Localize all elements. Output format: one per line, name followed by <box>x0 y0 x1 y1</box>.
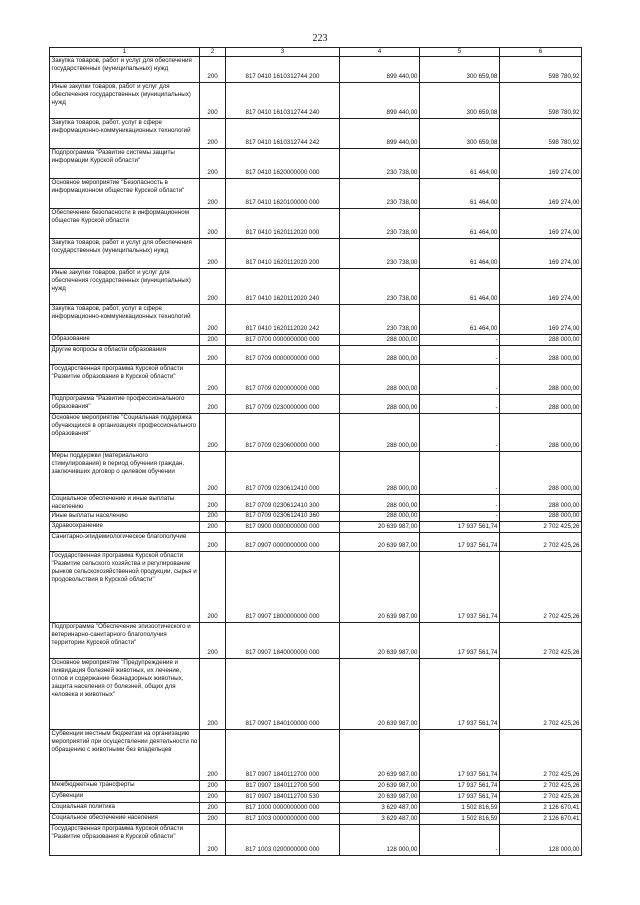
row-name-cell: Меры поддержки (материального стимулирования) в период обучения граждан, заключивших договор о целевом обучении <box>50 452 200 495</box>
row-approved-cell: 20 639 987,00 <box>340 552 420 623</box>
row-name-cell: Основное мероприятие "Предупреждение и ликвидация болезней животных, их лечение, отлов и содержание безнадзорных животных, защита населения от болезней, общих для человека и животных" <box>50 659 200 730</box>
row-line-code-cell: 200 <box>200 83 226 119</box>
row-unexecuted-cell: 288 000,00 <box>500 346 582 365</box>
row-line-code-cell: 200 <box>200 533 226 552</box>
row-name-cell: Подпрограмма "Развитие системы защиты информации Курской области" <box>50 149 200 179</box>
row-name-cell: Межбюджетные трансферты <box>50 781 200 792</box>
table-row <box>50 119 582 149</box>
table-row <box>50 305 582 335</box>
table-row <box>50 522 582 533</box>
table-row <box>50 495 582 512</box>
row-approved-cell: 899 440,00 <box>340 119 420 149</box>
row-executed-cell: 61 464,00 <box>420 209 500 239</box>
row-approved-cell: 20 639 987,00 <box>340 522 420 533</box>
column-header: 5 <box>420 48 500 57</box>
row-approved-cell: 899 440,00 <box>340 57 420 83</box>
row-executed-cell: - <box>420 365 500 395</box>
row-approved-cell: 20 639 987,00 <box>340 623 420 659</box>
row-name-cell: Иные выплаты населению <box>50 512 200 522</box>
table-row <box>50 179 582 209</box>
row-budget-code-cell: 817 0700 0000000000 000 <box>226 335 340 346</box>
row-unexecuted-cell: 288 000,00 <box>500 512 582 522</box>
row-unexecuted-cell: 2 702 425,26 <box>500 623 582 659</box>
row-approved-cell: 230 738,00 <box>340 179 420 209</box>
row-approved-cell: 899 440,00 <box>340 83 420 119</box>
row-name-cell: Образование <box>50 335 200 346</box>
row-budget-code-cell: 817 0709 0000000000 000 <box>226 346 340 365</box>
row-line-code-cell: 200 <box>200 346 226 365</box>
row-line-code-cell: 200 <box>200 814 226 825</box>
row-unexecuted-cell: 288 000,00 <box>500 452 582 495</box>
row-executed-cell: 17 937 561,74 <box>420 533 500 552</box>
row-name-cell: Другие вопросы в области образования <box>50 346 200 365</box>
row-line-code-cell: 200 <box>200 269 226 305</box>
table-row <box>50 209 582 239</box>
row-name-cell: Обеспечение безопасности в информационном обществе Курской области <box>50 209 200 239</box>
table-row <box>50 452 582 495</box>
row-executed-cell: 61 464,00 <box>420 149 500 179</box>
row-line-code-cell: 200 <box>200 119 226 149</box>
row-budget-code-cell: 817 0907 1800000000 000 <box>226 552 340 623</box>
row-line-code-cell: 200 <box>200 239 226 269</box>
row-executed-cell: 17 937 561,74 <box>420 659 500 730</box>
row-budget-code-cell: 817 0907 1840000000 000 <box>226 623 340 659</box>
table-row <box>50 83 582 119</box>
row-line-code-cell: 200 <box>200 552 226 623</box>
row-executed-cell: 300 659,08 <box>420 119 500 149</box>
row-unexecuted-cell: 2 702 425,26 <box>500 522 582 533</box>
row-budget-code-cell: 817 0410 1620100000 000 <box>226 179 340 209</box>
row-approved-cell: 20 639 987,00 <box>340 730 420 781</box>
row-line-code-cell: 200 <box>200 395 226 414</box>
row-name-cell: Подпрограмма "Развитие профессионального образования" <box>50 395 200 414</box>
table-row <box>50 803 582 814</box>
row-line-code-cell: 200 <box>200 803 226 814</box>
row-approved-cell: 128 000,00 <box>340 825 420 856</box>
table-row <box>50 552 582 623</box>
row-name-cell: Основное мероприятие "Безопасность в информационном обществе Курской области" <box>50 179 200 209</box>
row-name-cell: Закупка товаров, работ и услуг для обеспечения государственных (муниципальных) нужд <box>50 57 200 83</box>
row-unexecuted-cell: 598 780,92 <box>500 119 582 149</box>
row-line-code-cell: 200 <box>200 792 226 803</box>
row-line-code-cell: 200 <box>200 149 226 179</box>
table-row <box>50 814 582 825</box>
row-approved-cell: 20 639 987,00 <box>340 659 420 730</box>
row-name-cell: Социальное обеспечение и иные выплаты населению <box>50 495 200 512</box>
row-line-code-cell: 200 <box>200 825 226 856</box>
row-approved-cell: 288 000,00 <box>340 452 420 495</box>
row-approved-cell: 288 000,00 <box>340 335 420 346</box>
row-budget-code-cell: 817 0709 0230612410 360 <box>226 512 340 522</box>
row-name-cell: Иные закупки товаров, работ и услуг для обеспечения государственных (муниципальных) нужд <box>50 83 200 119</box>
row-name-cell: Субвенции местным бюджетам на организацию мероприятий при осуществлении деятельности по обращению с животными без владельцев <box>50 730 200 781</box>
row-unexecuted-cell: 288 000,00 <box>500 395 582 414</box>
row-unexecuted-cell: 598 780,92 <box>500 57 582 83</box>
row-budget-code-cell: 817 1003 0000000000 000 <box>226 814 340 825</box>
row-approved-cell: 288 000,00 <box>340 414 420 452</box>
table-row <box>50 335 582 346</box>
row-name-cell: Здравоохранение <box>50 522 200 533</box>
row-unexecuted-cell: 288 000,00 <box>500 335 582 346</box>
column-header: 3 <box>226 48 340 57</box>
row-executed-cell: - <box>420 346 500 365</box>
row-budget-code-cell: 817 0410 1610312744 240 <box>226 83 340 119</box>
row-executed-cell: 1 502 816,59 <box>420 803 500 814</box>
row-unexecuted-cell: 169 274,00 <box>500 209 582 239</box>
table-row <box>50 825 582 856</box>
row-approved-cell: 288 000,00 <box>340 365 420 395</box>
row-unexecuted-cell: 288 000,00 <box>500 495 582 512</box>
row-executed-cell: 17 937 561,74 <box>420 522 500 533</box>
row-budget-code-cell: 817 0907 1840100000 000 <box>226 659 340 730</box>
row-name-cell: Государственная программа Курской области "Развитие образования в Курской области" <box>50 825 200 856</box>
table-row <box>50 623 582 659</box>
row-approved-cell: 288 000,00 <box>340 512 420 522</box>
row-executed-cell: - <box>420 495 500 512</box>
row-unexecuted-cell: 169 274,00 <box>500 239 582 269</box>
row-approved-cell: 3 629 487,00 <box>340 814 420 825</box>
row-executed-cell: 61 464,00 <box>420 269 500 305</box>
table-row <box>50 346 582 365</box>
row-approved-cell: 230 738,00 <box>340 269 420 305</box>
table-row <box>50 730 582 781</box>
row-approved-cell: 3 629 487,00 <box>340 803 420 814</box>
column-header: 2 <box>200 48 226 57</box>
row-line-code-cell: 200 <box>200 781 226 792</box>
row-unexecuted-cell: 2 702 425,26 <box>500 659 582 730</box>
row-approved-cell: 20 639 987,00 <box>340 533 420 552</box>
row-name-cell: Закупка товаров, работ и услуг для обеспечения государственных (муниципальных) нужд <box>50 239 200 269</box>
row-executed-cell: - <box>420 825 500 856</box>
table-row <box>50 395 582 414</box>
row-unexecuted-cell: 169 274,00 <box>500 179 582 209</box>
row-name-cell: Закупка товаров, работ, услуг в сфере информационно-коммуникационных технологий <box>50 305 200 335</box>
row-unexecuted-cell: 2 126 670,41 <box>500 814 582 825</box>
row-approved-cell: 230 738,00 <box>340 239 420 269</box>
row-unexecuted-cell: 288 000,00 <box>500 365 582 395</box>
row-executed-cell: 17 937 561,74 <box>420 730 500 781</box>
row-budget-code-cell: 817 0410 1620000000 000 <box>226 149 340 179</box>
row-name-cell: Санитарно-эпидемиологическое благополучие <box>50 533 200 552</box>
row-executed-cell: 61 464,00 <box>420 179 500 209</box>
row-approved-cell: 288 000,00 <box>340 495 420 512</box>
row-executed-cell: - <box>420 414 500 452</box>
row-budget-code-cell: 817 0907 0000000000 000 <box>226 533 340 552</box>
row-line-code-cell: 200 <box>200 57 226 83</box>
row-line-code-cell: 200 <box>200 414 226 452</box>
row-executed-cell: 17 937 561,74 <box>420 781 500 792</box>
row-unexecuted-cell: 2 702 425,26 <box>500 552 582 623</box>
row-line-code-cell: 200 <box>200 365 226 395</box>
row-approved-cell: 20 639 987,00 <box>340 792 420 803</box>
row-executed-cell: 300 659,08 <box>420 83 500 119</box>
column-header: 1 <box>50 48 200 57</box>
row-executed-cell: - <box>420 395 500 414</box>
row-name-cell: Субвенции <box>50 792 200 803</box>
page-number: 223 <box>312 33 328 44</box>
row-budget-code-cell: 817 0410 1620112020 200 <box>226 239 340 269</box>
row-budget-code-cell: 817 0410 1620112020 242 <box>226 305 340 335</box>
table-row <box>50 269 582 305</box>
row-name-cell: Иные закупки товаров, работ и услуг для обеспечения государственных (муниципальных) нужд <box>50 269 200 305</box>
row-unexecuted-cell: 2 702 425,26 <box>500 781 582 792</box>
row-executed-cell: 17 937 561,74 <box>420 552 500 623</box>
row-budget-code-cell: 817 0709 0230600000 000 <box>226 414 340 452</box>
budget-table <box>49 47 582 856</box>
row-budget-code-cell: 817 0410 1620112020 000 <box>226 209 340 239</box>
row-budget-code-cell: 817 0709 0200000000 000 <box>226 365 340 395</box>
row-approved-cell: 230 738,00 <box>340 209 420 239</box>
row-name-cell: Социальное обеспечение населения <box>50 814 200 825</box>
table-row <box>50 149 582 179</box>
row-approved-cell: 230 738,00 <box>340 305 420 335</box>
row-unexecuted-cell: 169 274,00 <box>500 149 582 179</box>
row-line-code-cell: 200 <box>200 452 226 495</box>
row-executed-cell: - <box>420 512 500 522</box>
row-unexecuted-cell: 169 274,00 <box>500 305 582 335</box>
row-executed-cell: 61 464,00 <box>420 305 500 335</box>
table-row <box>50 533 582 552</box>
row-line-code-cell: 200 <box>200 305 226 335</box>
row-unexecuted-cell: 2 702 425,26 <box>500 533 582 552</box>
row-unexecuted-cell: 128 000,00 <box>500 825 582 856</box>
row-line-code-cell: 200 <box>200 179 226 209</box>
row-budget-code-cell: 817 0709 0230000000 000 <box>226 395 340 414</box>
row-approved-cell: 230 738,00 <box>340 149 420 179</box>
row-line-code-cell: 200 <box>200 335 226 346</box>
row-unexecuted-cell: 2 702 425,26 <box>500 792 582 803</box>
table-row <box>50 57 582 83</box>
row-line-code-cell: 200 <box>200 209 226 239</box>
row-budget-code-cell: 817 0907 1840112700 500 <box>226 781 340 792</box>
row-executed-cell: 300 659,08 <box>420 57 500 83</box>
row-name-cell: Закупка товаров, работ, услуг в сфере информационно-коммуникационных технологий <box>50 119 200 149</box>
row-line-code-cell: 200 <box>200 495 226 512</box>
table-row <box>50 792 582 803</box>
row-unexecuted-cell: 2 126 670,41 <box>500 803 582 814</box>
row-unexecuted-cell: 2 702 425,26 <box>500 730 582 781</box>
row-budget-code-cell: 817 0907 1840112700 530 <box>226 792 340 803</box>
table-row <box>50 512 582 522</box>
row-name-cell: Государственная программа Курской области "Развитие образования в Курской области" <box>50 365 200 395</box>
row-approved-cell: 288 000,00 <box>340 346 420 365</box>
row-executed-cell: 61 464,00 <box>420 239 500 269</box>
row-executed-cell: - <box>420 452 500 495</box>
row-name-cell: Государственная программа Курской области "Развитие сельского хозяйства и регулирование рынков сельскохозяйственной продукции, сырья и продовольствия в Курской области" <box>50 552 200 623</box>
row-approved-cell: 288 000,00 <box>340 395 420 414</box>
row-unexecuted-cell: 598 780,92 <box>500 83 582 119</box>
row-executed-cell: 1 502 816,59 <box>420 814 500 825</box>
row-budget-code-cell: 817 0410 1610312744 200 <box>226 57 340 83</box>
table-row <box>50 659 582 730</box>
row-budget-code-cell: 817 0907 1840112700 000 <box>226 730 340 781</box>
row-line-code-cell: 200 <box>200 623 226 659</box>
row-executed-cell: 17 937 561,74 <box>420 792 500 803</box>
column-header: 6 <box>500 48 582 57</box>
table-row <box>50 365 582 395</box>
row-name-cell: Основное мероприятие "Социальная поддержка обучающихся в организациях профессионального образования" <box>50 414 200 452</box>
column-header: 4 <box>340 48 420 57</box>
table-row <box>50 239 582 269</box>
table-row <box>50 781 582 792</box>
row-approved-cell: 20 639 987,00 <box>340 781 420 792</box>
row-budget-code-cell: 817 1000 0000000000 000 <box>226 803 340 814</box>
row-line-code-cell: 200 <box>200 730 226 781</box>
table-row <box>50 414 582 452</box>
row-budget-code-cell: 817 0410 1610312744 242 <box>226 119 340 149</box>
row-unexecuted-cell: 288 000,00 <box>500 414 582 452</box>
row-line-code-cell: 200 <box>200 522 226 533</box>
row-executed-cell: 17 937 561,74 <box>420 623 500 659</box>
row-budget-code-cell: 817 0709 0230612410 300 <box>226 495 340 512</box>
row-budget-code-cell: 817 0900 0000000000 000 <box>226 522 340 533</box>
row-line-code-cell: 200 <box>200 512 226 522</box>
header-row <box>50 48 582 57</box>
row-budget-code-cell: 817 0410 1620112020 240 <box>226 269 340 305</box>
row-name-cell: Социальная политика <box>50 803 200 814</box>
row-budget-code-cell: 817 0709 0230612410 000 <box>226 452 340 495</box>
row-budget-code-cell: 817 1003 0200000000 000 <box>226 825 340 856</box>
row-executed-cell: - <box>420 335 500 346</box>
row-unexecuted-cell: 169 274,00 <box>500 269 582 305</box>
row-line-code-cell: 200 <box>200 659 226 730</box>
row-name-cell: Подпрограмма "Обеспечение эпизоотического и ветеринарно-санитарного благополучия территории Курской области" <box>50 623 200 659</box>
